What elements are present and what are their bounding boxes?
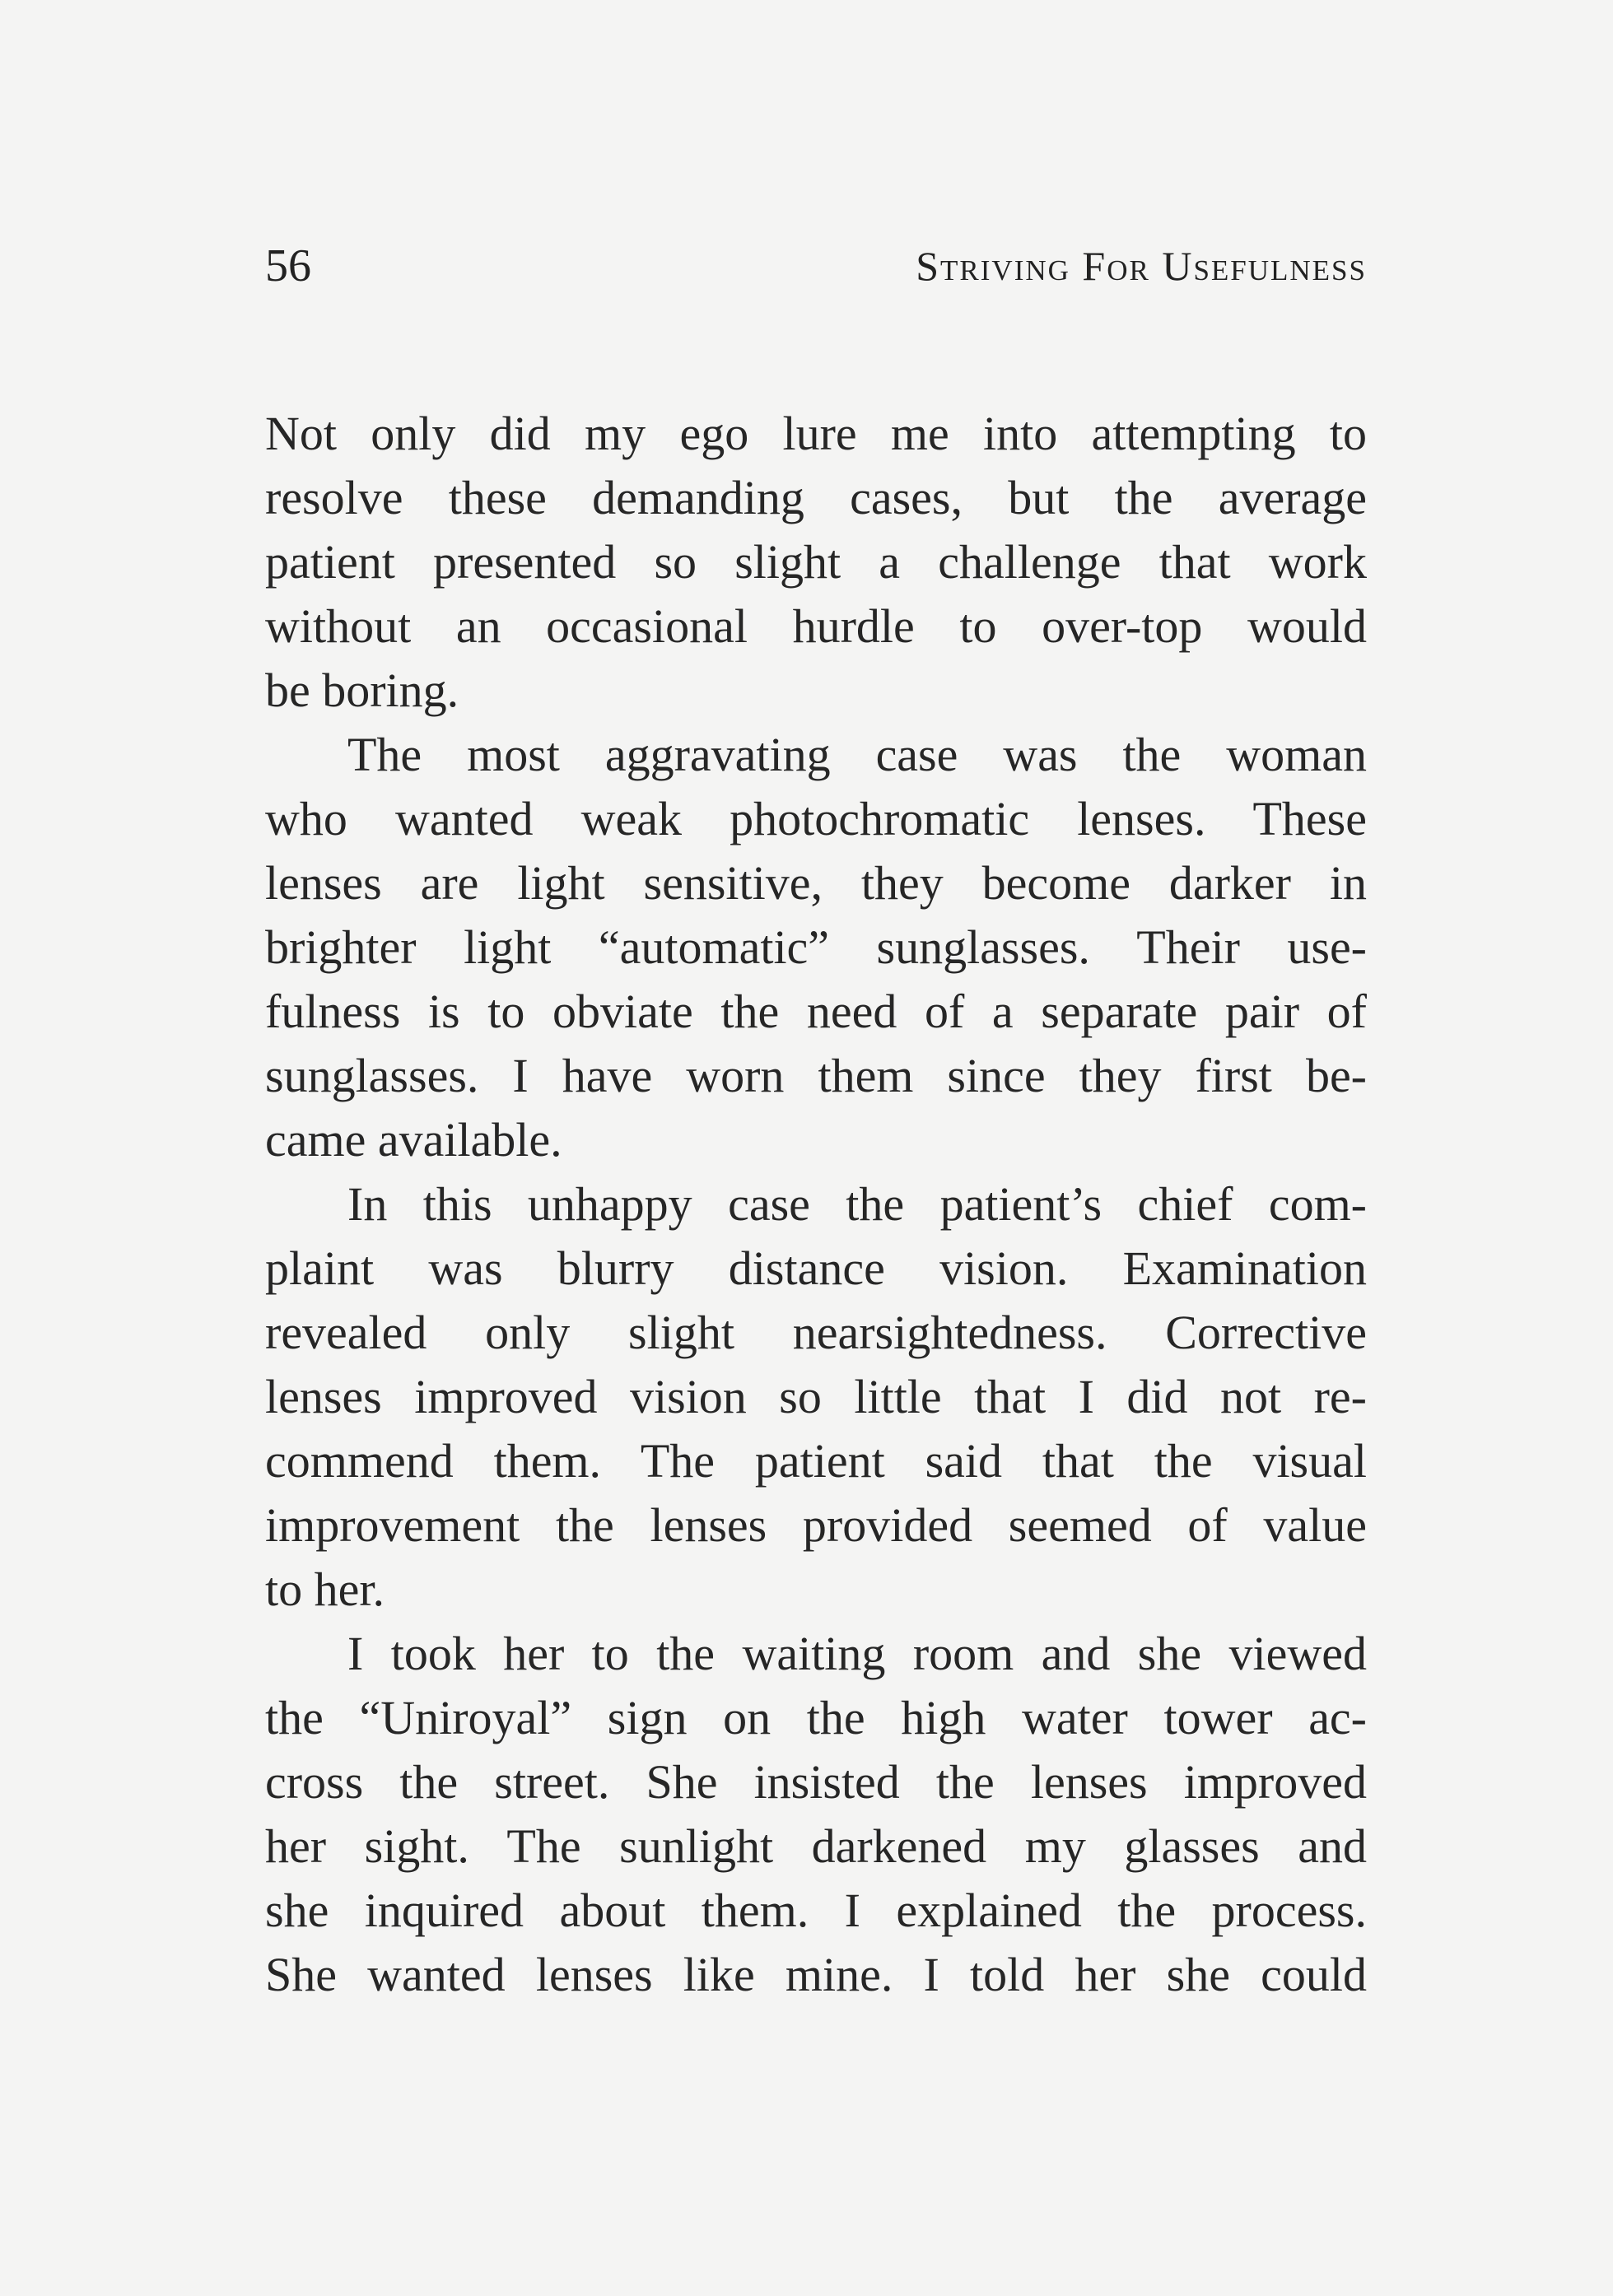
paragraph-2 [265,723,1367,1172]
text-line: fulness is to obviate the need of a separate pair of [265,985,1367,1038]
text-line: the “Uniroyal” sign on the high water tower ac- [265,1691,1367,1744]
text-line: brighter light “automatic” sunglasses. Their use- [265,920,1367,974]
text-line: cross the street. She insisted the lenses improved [265,1755,1367,1809]
paragraph-3 [265,1172,1367,1622]
running-head [265,237,1367,295]
text-line: Not only did my ego lure me into attempting to [265,407,1367,460]
text-line: plaint was blurry distance vision. Examination [265,1241,1367,1295]
text-line: I took her to the waiting room and she viewed [347,1627,1367,1680]
text-line: to her. [265,1562,385,1616]
text-line: resolve these demanding cases, but the average [265,471,1367,524]
text-line: She wanted lenses like mine. I told her she could [265,1948,1367,2001]
text-line: be boring. [265,664,459,717]
paragraph-4 [265,1622,1367,2007]
text-line: revealed only slight nearsightedness. Corrective [265,1306,1367,1359]
text-line: The most aggravating case was the woman [347,728,1367,781]
text-line: her sight. The sunlight darkened my glasses and [265,1819,1367,1873]
body-text [265,402,1367,2007]
text-line: lenses improved vision so little that I did not re- [265,1370,1367,1423]
book-title: Striving For Usefulness [916,243,1367,289]
text-line: lenses are light sensitive, they become darker in [265,856,1367,910]
text-line: without an occasional hurdle to over-top would [265,599,1367,653]
text-line: patient presented so slight a challenge that work [265,535,1367,589]
page-number: 56 [265,240,311,291]
paragraph-1 [265,402,1367,723]
text-line: In this unhappy case the patient’s chief com- [347,1177,1367,1231]
text-line: she inquired about them. I explained the process. [265,1884,1367,1937]
text-line: came available. [265,1113,562,1167]
text-line: improvement the lenses provided seemed of value [265,1498,1367,1552]
text-line: commend them. The patient said that the visual [265,1434,1367,1488]
text-line: who wanted weak photochromatic lenses. These [265,792,1367,845]
text-line: sunglasses. I have worn them since they first be- [265,1049,1367,1102]
